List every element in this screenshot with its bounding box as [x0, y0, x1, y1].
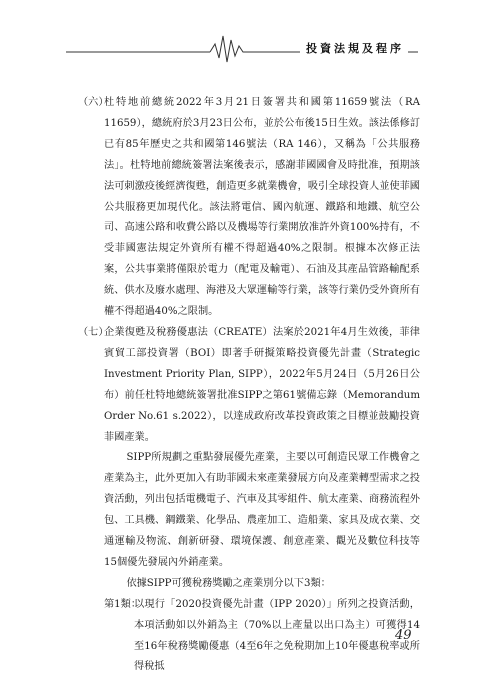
item-number: （七）	[78, 326, 109, 338]
categories-intro: 依據SIPP可獲稅務獎勵之產業別分以下3類：	[126, 577, 331, 589]
page-content	[80, 93, 420, 678]
category-1	[80, 595, 420, 679]
list-item-6	[80, 93, 420, 323]
item-text: 企業復甦及稅務優惠法（CREATE）法案於2021年4月生效後，菲律賓貿工部投資署（BOI）即著手研擬策略投資優先計畫（Strategic Investment Priority Plan, SIPP），2022年5月24日（5月26日公布）前任杜特地總統簽署批准SIPP之第61號備忘錄（Memorandum Order No.61 s.2022），以達成政府改革投資政策之目標並鼓勵投資菲國產業。	[104, 326, 420, 443]
item-number: （六）	[78, 97, 109, 108]
page-number: 49	[395, 628, 412, 643]
category-label: 第1類：	[104, 598, 142, 610]
page-header	[0, 0, 480, 70]
sipp-paragraph: SIPP所規劃之重點發展優先產業，主要以可創造民眾工作機會之產業為主，此外更加入有助菲國未來產業發展方向及產業轉型需求之投資活動，列出包括電機電子、汽車及其零組件、航太產業、商務流程外包、工具機、鋼鐵業、化學品、農產加工、造船業、家具及成衣業、交通運輸及物流、創新研發、環境保護、創意產業、觀光及數位科技等15個優先發展內外銷產業。	[104, 452, 420, 568]
header-title: 投資法規及程序	[306, 42, 404, 55]
header-rule-heartbeat-icon	[0, 0, 480, 70]
category-text: 以現行「2020投資優先計畫（IPP 2020）」所列之投資活動，本項活動如以外銷為主（70%以上產量以出口為主）可獲得14至16年稅務獎勵優惠（4至6年之免稅期加上10年優惠稅率或所得稅抵	[134, 598, 420, 673]
list-item-7	[80, 323, 420, 448]
item-text: 杜特地前總統2022年3月21日簽署共和國第11659號法（RA 11659），總統府於3月23日公布，並於公布後15日生效。該法係修訂已有85年歷史之共和國第146號法（RA 146），又稱為「公共服務法」。杜特地前總統簽署法案後表示，感謝菲國國會及時批准，預期該法可刺激疫後經濟復甦，創造更多就業機會，吸引全球投資人並使菲國公共服務更加現代化。該法將電信、國內航運、鐵路和地鐵、航空公司、高速公路和收費公路以及機場等行業開放准許外資100%持有，不受菲國憲法規定外資所有權不得超過40%之限制。根據本次修正法案，公共事業將僅限於電力（配電及輸電）、石油及其產品管路輸配系統、供水及廢水處理、海港及大眾運輸等行業，該等行業仍受外資所有權不得超過40%之限制。	[104, 97, 420, 318]
